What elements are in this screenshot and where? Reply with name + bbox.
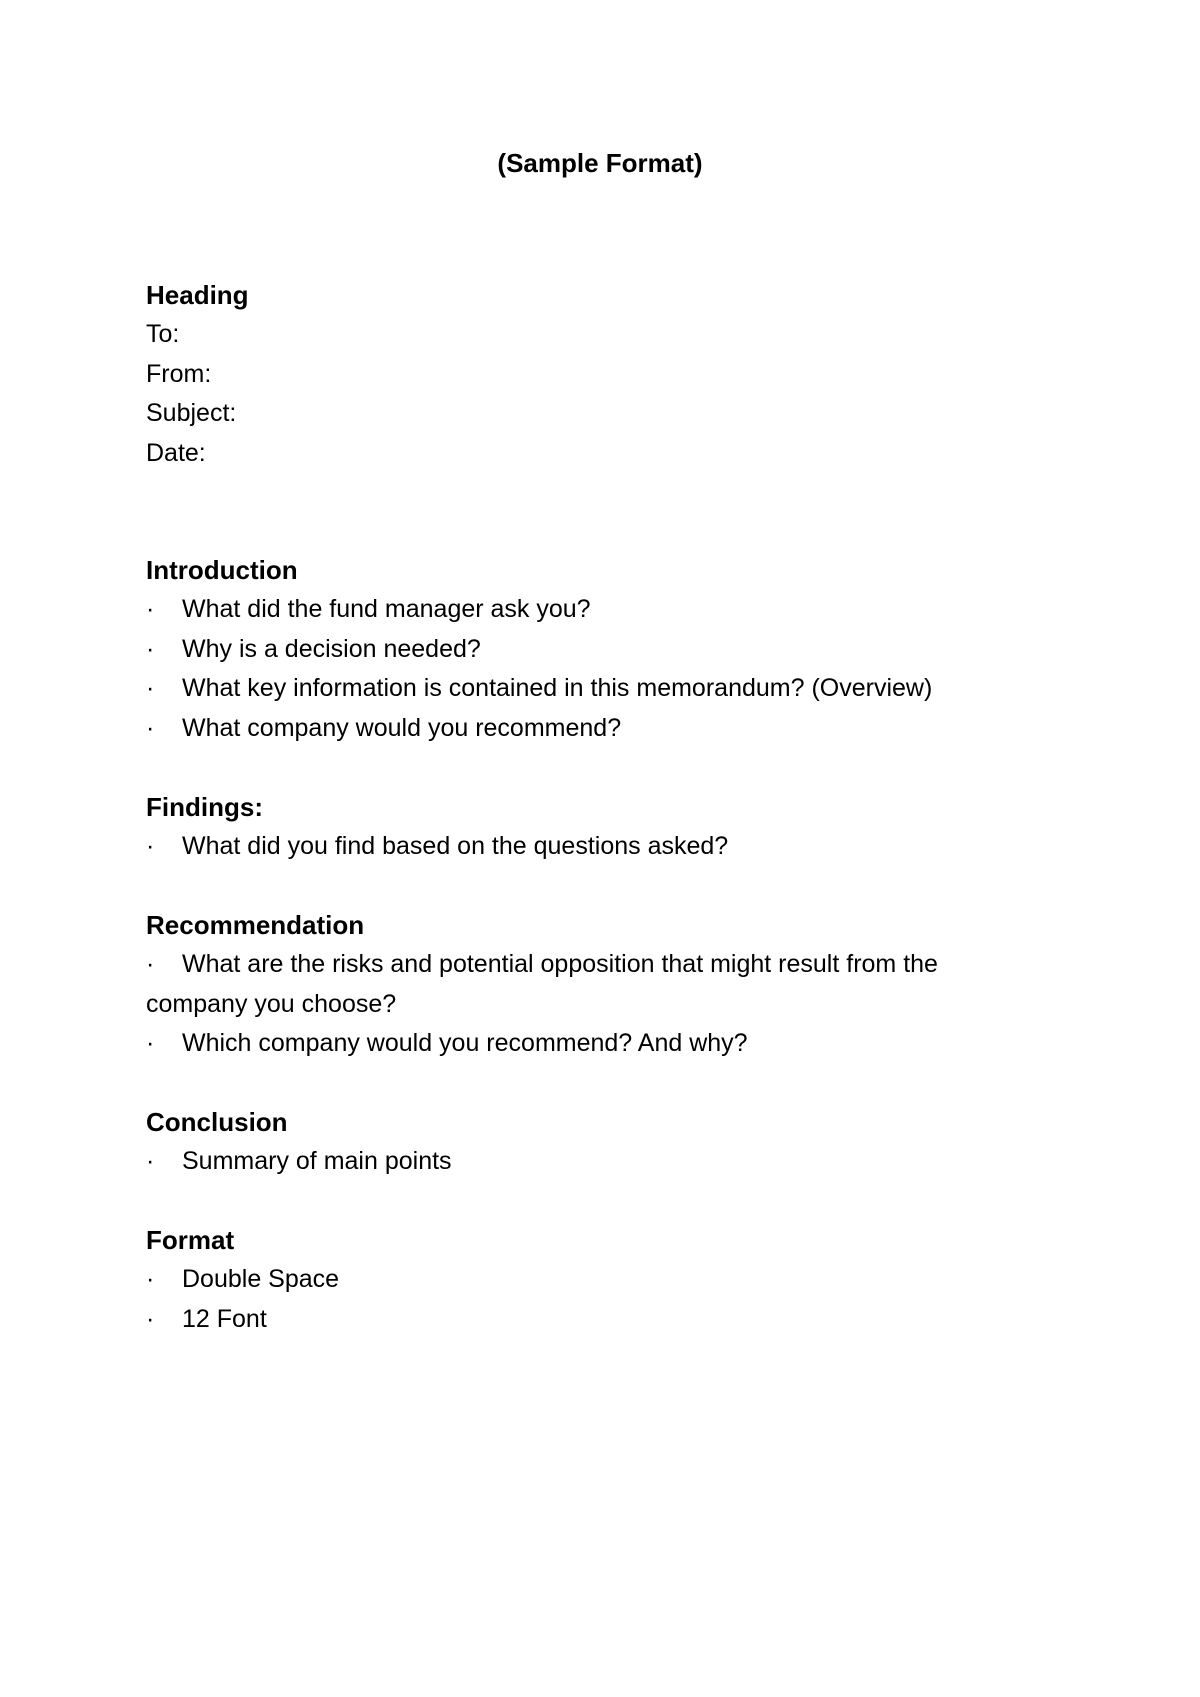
bullet-icon: · [146,595,155,623]
list-item [146,1024,1066,1064]
list-item-text: Why is a decision needed? [182,634,481,663]
bullet-icon: · [146,950,155,978]
list-item [146,669,1066,709]
list-item [146,630,1066,670]
document-title: (Sample Format) [497,148,703,178]
list-item [146,827,1066,867]
from-line: From: [146,359,212,388]
recommendation-list [146,945,1066,1064]
bullet-icon: · [146,1147,155,1175]
introduction-list [146,590,1066,748]
bullet-icon: · [146,1304,155,1333]
date-line: Date: [146,438,206,467]
list-item [146,1260,1066,1300]
bullet-icon: · [146,713,155,742]
section-title-conclusion: Conclusion [146,1107,288,1137]
conclusion-list [146,1142,1066,1182]
format-section [146,1221,1066,1339]
list-item [146,1142,1066,1182]
list-item-text: What company would you recommend? [182,713,622,742]
conclusion-section [146,1103,1066,1182]
list-item-text: What are the risks and potential opposition that might result from the company you choose? [146,950,938,1018]
recommendation-section [146,906,1066,1064]
list-item-text: Summary of main points [182,1147,452,1175]
list-item-text: What did the fund manager ask you? [182,595,591,623]
list-item-text: Double Space [182,1265,340,1293]
list-item [146,709,1066,749]
section-title-heading: Heading [146,280,249,310]
list-item [146,945,1046,1024]
findings-section [146,788,1066,867]
findings-list [146,827,1066,867]
section-title-format: Format [146,1225,235,1255]
list-item-text: What did you find based on the questions asked? [182,832,729,860]
format-list [146,1260,1066,1339]
bullet-icon: · [146,674,155,702]
list-item [146,590,1066,630]
list-item-text: 12 Font [182,1304,267,1333]
introduction-section [146,551,1066,748]
to-line: To: [146,320,180,348]
bullet-icon: · [146,634,155,663]
bullet-icon: · [146,1029,155,1057]
section-title-recommendation: Recommendation [146,910,365,940]
heading-section [146,276,1066,473]
bullet-icon: · [146,832,155,860]
list-item-text: Which company would you recommend? And why? [182,1029,748,1057]
list-item-text: What key information is contained in this memorandum? (Overview) [182,674,933,702]
section-title-introduction: Introduction [146,555,298,585]
section-title-findings: Findings: [146,792,263,822]
subject-line: Subject: [146,399,237,427]
bullet-icon: · [146,1265,155,1293]
list-item [146,1300,1066,1340]
